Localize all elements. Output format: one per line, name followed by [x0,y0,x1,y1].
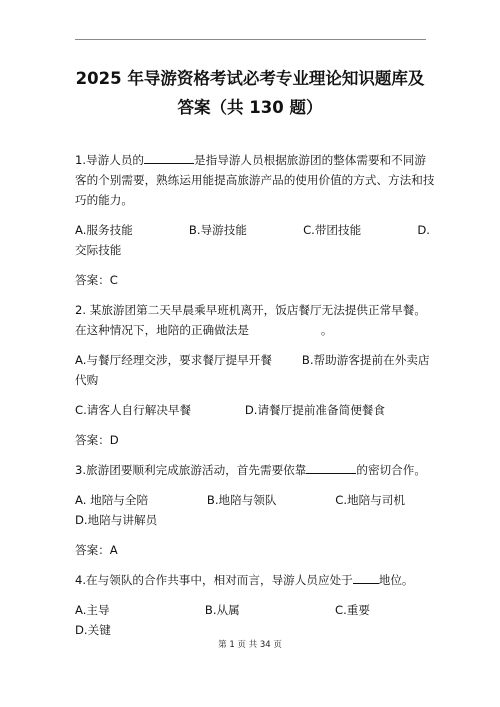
question-2-answer: 答案：D [75,433,119,447]
question-4-option-d: D.关键 [75,623,111,637]
question-4-option-a: A.主导 [75,603,110,617]
question-1-option-c: C.带团技能 [303,223,362,237]
question-3-option-b: B.地陪与领队 [206,493,277,507]
question-4-option-b: B.从属 [204,603,240,617]
question-3-text-end: 的密切合作。 [356,463,426,477]
question-2-option-a: A.与餐厅经理交涉，要求餐厅提早开餐 [75,353,272,367]
question-1-option-b: B.导游技能 [188,223,247,237]
question-4-blank [353,570,379,584]
question-3-option-a: A. 地陪与全陪 [75,493,149,507]
question-1-options [75,220,435,260]
question-3-option-c: C.地陪与司机 [335,493,405,507]
question-1-text-start: 1.导游人员的 [75,153,145,167]
question-2-options-ab [75,350,435,390]
question-3 [75,460,435,480]
question-4 [75,570,435,590]
question-2-options-row [75,400,385,420]
question-2-text: 2. 某旅游团第二天早晨乘早班机离开，饭店餐厅无法提供正常早餐。在这种情况下，地陪的正确做法是 [75,303,426,337]
question-1-answer: 答案：C [75,273,118,287]
header-rule [75,39,426,40]
title-line-2: 答案（共 130 题） [177,98,323,117]
question-3-text-start: 3.旅游团要顺利完成旅游活动，首先需要依靠 [75,463,307,477]
question-3-blank [306,460,356,474]
question-1-option-d-letter: D. [417,223,430,237]
question-list [75,150,435,650]
question-4-text-end: 地位。 [378,573,414,587]
question-1-text-end: 是指导游人员根据旅游团的整体需要和不同游客的个别需要，熟练运用能提高旅游产品的使用价值的方式、方法和技巧的能力。 [75,153,435,207]
question-3-answer: 答案：A [75,543,118,557]
question-1-blank [144,150,194,164]
question-4-option-c: C.重要 [335,603,370,617]
question-2-text-end: 。 [320,323,333,337]
question-2-option-d: D.请餐厅提前准备简便餐食 [244,403,385,417]
question-1 [75,150,435,210]
page-footer: 第 1 页 共 34 页 [218,640,282,650]
question-4-options-row [75,600,370,620]
question-3-options-row [75,490,405,510]
title-line-1: 2025 年导游资格考试必考专业理论知识题库及 [75,69,425,88]
question-2-options-cd [75,400,435,420]
question-1-option-a: A.服务技能 [75,223,133,237]
question-3-option-d: D.地陪与讲解员 [75,513,158,527]
question-4-options [75,600,435,640]
question-3-options [75,490,435,530]
question-2-option-b: B.帮助游客提前在外卖店代购 [75,353,430,387]
question-2-option-c: C.请客人自行解决早餐 [75,403,192,417]
question-1-option-d: 交际技能 [75,243,122,257]
question-1-options-row [75,220,430,240]
question-2 [75,300,435,340]
document-title [60,64,440,122]
question-4-text-start: 4.在与领队的合作共事中，相对而言，导游人员应处于 [75,573,353,587]
